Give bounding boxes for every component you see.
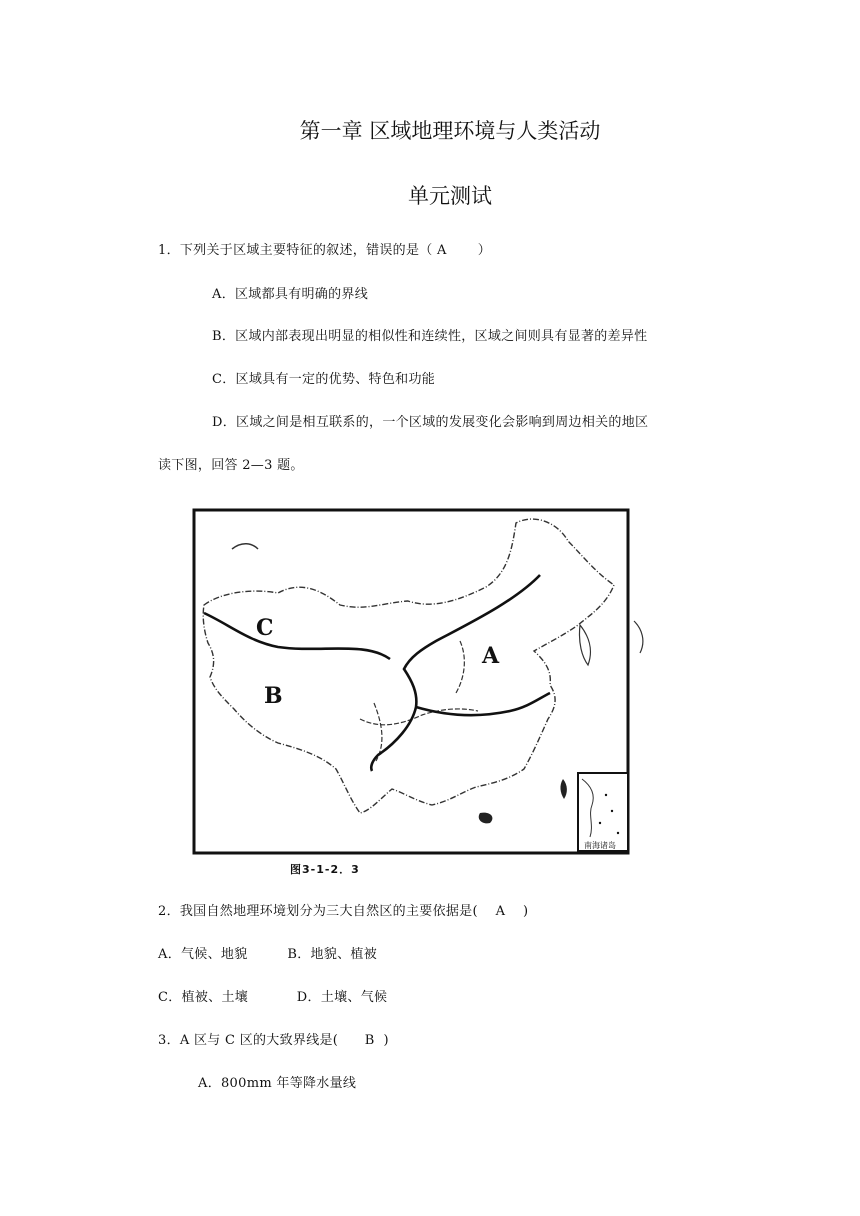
- question-1-option-a: A．区域都具有明确的界线: [212, 287, 368, 302]
- inset-island: [611, 810, 613, 812]
- map-intro: 读下图，回答 2—3 题。: [158, 458, 304, 473]
- inset-island: [605, 794, 607, 796]
- question-2-options-row-2: C．植被、土壤 D．土壤、气候: [158, 990, 388, 1005]
- region-label-c: C: [256, 615, 274, 641]
- inset-frame: [578, 773, 628, 851]
- map-caption: 图3-1-2．3: [290, 863, 360, 876]
- question-1-option-d: D．区域之间是相互联系的，一个区域的发展变化会影响到周边相关的地区: [212, 415, 649, 430]
- question-2-options-row-1: A．气候、地貌 B．地貌、植被: [158, 947, 378, 962]
- question-3-option-a: A．800mm 年等降水量线: [198, 1076, 357, 1091]
- question-1-option-b: B．区域内部表现出明显的相似性和连续性，区域之间则具有显著的差异性: [212, 329, 648, 344]
- question-3-stem: 3．A 区与 C 区的大致界线是( B ): [158, 1033, 389, 1048]
- china-natural-regions-map: [160, 493, 670, 873]
- region-label-a: A: [482, 643, 500, 669]
- map-graphic: [160, 493, 670, 873]
- page-subtitle: 单元测试: [408, 184, 492, 208]
- inset-label: 南海诸岛: [584, 841, 616, 850]
- question-2-stem: 2．我国自然地理环境划分为三大自然区的主要依据是( A ): [158, 904, 529, 919]
- question-1-option-c: C．区域具有一定的优势、特色和功能: [212, 372, 436, 387]
- question-1-stem: 1．下列关于区域主要特征的叙述，错误的是（ A ）: [158, 243, 492, 258]
- region-label-b: B: [264, 683, 283, 709]
- inset-island: [599, 822, 601, 824]
- inset-island: [617, 832, 619, 834]
- kamchatka-shape: [634, 621, 643, 653]
- page-title: 第一章 区域地理环境与人类活动: [299, 119, 601, 143]
